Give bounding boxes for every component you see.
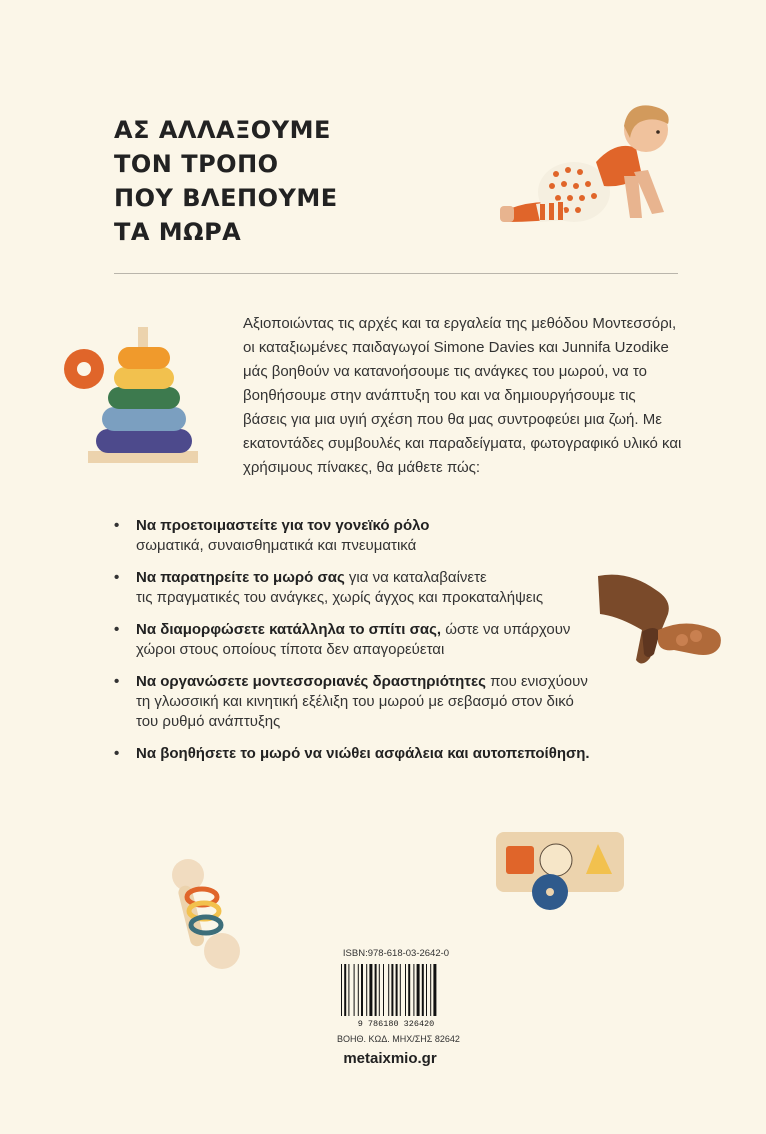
barcode-icon — [337, 964, 455, 1030]
bullet-text: ώστε να υπάρχουν χώροι στους οποίους τίποτα δεν απαγορεύεται — [136, 621, 571, 658]
bullet-marker: • — [114, 517, 120, 534]
bullet-lead: Να βοηθήσετε το μωρό να νιώθει ασφάλεια και αυτοπεποίθηση. — [136, 745, 590, 762]
list-item — [114, 744, 634, 764]
list-item — [114, 516, 634, 556]
list-item — [114, 620, 634, 660]
list-item — [114, 568, 634, 608]
title-line: ΑΣ ΑΛΛΑΞΟΥΜΕ — [114, 116, 331, 144]
title-line: ΤΑ ΜΩΡΑ — [114, 218, 242, 246]
title-line: ΤΟΝ ΤΡΟΠΟ — [114, 150, 279, 178]
bullet-text: για να καταλαβαίνετε τις πραγματικές του ανάγκες, χωρίς άγχος και προκαταλήψεις — [136, 569, 544, 606]
divider — [114, 273, 678, 274]
isbn-block — [337, 948, 460, 1044]
barcode-digits: 9 786180 326420 — [357, 1019, 435, 1029]
list-item — [114, 672, 634, 732]
bullet-lead: Να προετοιμαστείτε για τον γονεϊκό ρόλο — [136, 517, 430, 534]
intro-paragraph: Αξιοποιώντας τις αρχές και τα εργαλεία της μεθόδου Μοντεσσόρι, οι καταξιωμένες παιδαγωγοί Simone Davies και Junnifa Uzodike μάς βοηθούν να κατανοήσουμε τις ανάγκες του μωρού, να το βοηθήσουμε στην ανάπτυξη του και να δημιουργήσουμε τις βάσεις για μια υγιή σχέση που θα μας συντροφεύει μια ζωή. Με εκατοντάδες συμβουλές και παραδείγματα, φωτογραφικό υλικό και χρήσιμους πίνακες, θα μάθετε πώς: — [243, 315, 682, 476]
bullet-list — [114, 516, 634, 764]
bullet-marker: • — [114, 673, 120, 690]
stacking-rings-toy-icon — [60, 325, 206, 467]
product-code: ΒΟΗΘ. ΚΩΔ. ΜΗΧ/ΣΗΣ 82642 — [337, 1034, 460, 1044]
isbn: ISBN:978-618-03-2642-0 — [342, 948, 450, 959]
back-cover-title — [114, 113, 338, 249]
bullet-marker: • — [114, 621, 120, 638]
bullet-lead: Να διαμορφώσετε κατάλληλα το σπίτι σας, — [136, 621, 442, 638]
bullet-lead: Να οργανώσετε μοντεσσοριανές δραστηριότητες — [136, 673, 486, 690]
shape-puzzle-toy-icon — [494, 830, 628, 914]
holding-hands-illustration — [598, 570, 726, 670]
rattle-toy-icon — [166, 855, 244, 973]
bullet-text: που ενισχύουν τη γλωσσική και κινητική εξέλιξη του μωρού με σεβασμό στον δικό του ρυθμό ανάπτυξης — [136, 673, 588, 730]
bullet-marker: • — [114, 569, 120, 586]
bullet-lead: Να παρατηρείτε το μωρό σας — [136, 569, 345, 586]
publisher-website: metaixmio.gr — [343, 1050, 437, 1067]
bullet-marker: • — [114, 745, 120, 762]
crawling-baby-illustration — [496, 100, 686, 230]
bullet-text: σωματικά, συναισθηματικά και πνευματικά — [136, 537, 417, 554]
title-line: ΠΟΥ ΒΛΕΠΟΥΜΕ — [114, 184, 338, 212]
